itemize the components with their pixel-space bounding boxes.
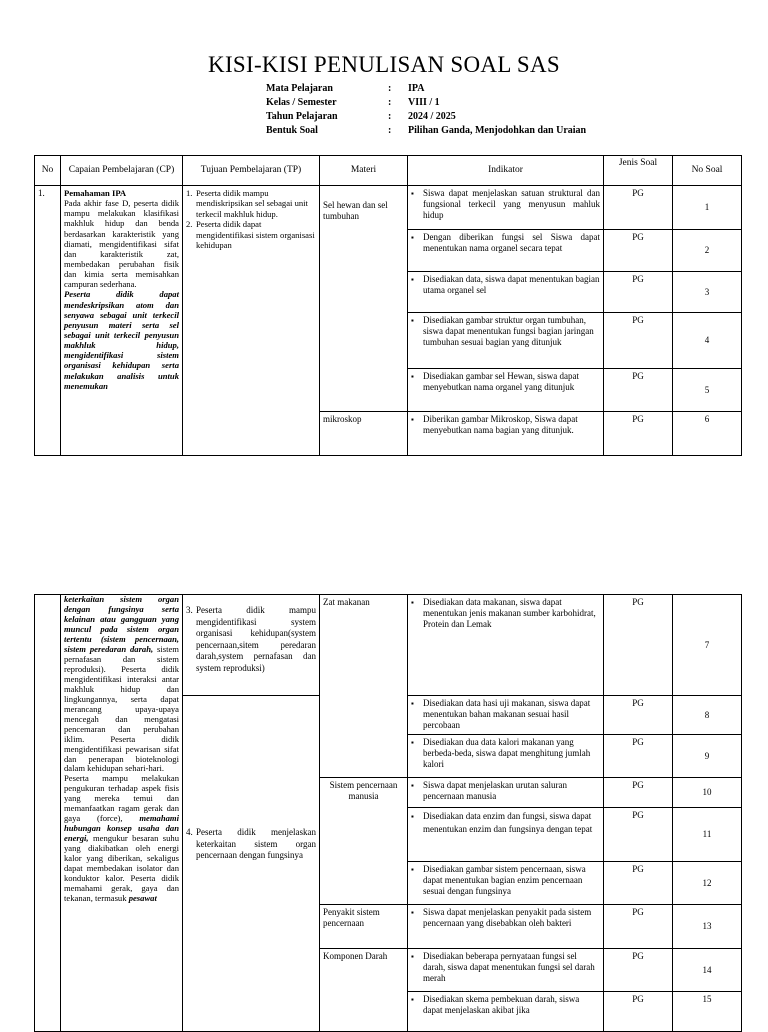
cp-bold-text: Peserta didik dapat mendeskripsikan atom dan senyawa sebagai unit terkecil penyusun materi serta sel sebagai unit terkecil penyusun makhluk hidup, mengidentifikasi sistem organisasi kehidupan serta melakukan analisis untuk menemukan (64, 289, 179, 391)
materi-text: Sel hewan dan sel tumbuhan (323, 200, 388, 221)
cp-cell (61, 186, 183, 456)
square-bullet-icon: ▪ (411, 812, 414, 821)
jenis-cell: PG (604, 735, 673, 778)
materi-cell: Zat makanan (320, 595, 408, 778)
cp-bold-text: memahami hubungan konsep usaha dan energi, (64, 813, 179, 844)
nosoal-cell: 13 (673, 905, 742, 949)
square-bullet-icon: ▪ (411, 316, 414, 325)
nosoal-cell: 4 (673, 313, 742, 369)
indikator-cell (408, 696, 604, 735)
indikator-text: Disediakan data, siswa dapat menentukan bagian utama organel sel (423, 274, 600, 295)
square-bullet-icon: ▪ (411, 865, 414, 874)
jenis-cell: PG (604, 369, 673, 412)
tp-cell (183, 696, 320, 1032)
square-bullet-icon: ▪ (411, 781, 414, 790)
indikator-text: Disediakan gambar sistem pencernaan, siswa dapat menentukan bagian enzim pencernaan sesuai dengan fungsinya (423, 864, 586, 896)
square-bullet-icon: ▪ (411, 233, 414, 242)
nosoal-cell: 15 (673, 992, 742, 1032)
square-bullet-icon: ▪ (411, 275, 414, 284)
kisi-table-page-1 (34, 155, 742, 456)
indikator-cell (408, 778, 604, 808)
jenis-cell: PG (604, 808, 673, 862)
cp-title: Pemahaman IPA (64, 188, 127, 198)
indikator-cell (408, 992, 604, 1032)
kisi-table-page-2 (34, 594, 742, 1032)
indikator-cell (408, 230, 604, 272)
meta-value: IPA (408, 83, 425, 94)
nosoal-cell: 8 (673, 696, 742, 735)
meta-label: Mata Pelajaran (266, 83, 333, 94)
square-bullet-icon: ▪ (411, 995, 414, 1004)
nosoal-cell: 2 (673, 230, 742, 272)
indikator-cell (408, 595, 604, 696)
meta-label: Tahun Pelajaran (266, 111, 338, 122)
tp-item (186, 219, 316, 250)
document-meta (266, 82, 586, 138)
jenis-cell: PG (604, 595, 673, 696)
jenis-cell: PG (604, 905, 673, 949)
indikator-cell (408, 272, 604, 313)
materi-cell: Sistem pencernaan manusia (320, 778, 408, 905)
nosoal-cell: 10 (673, 778, 742, 808)
indikator-text: Siswa dapat menjelaskan urutan saluran pencernaan manusia (423, 780, 567, 801)
indikator-cell (408, 412, 604, 456)
meta-colon: : (388, 111, 392, 122)
tp-text: Peserta didik dapat mengidentifikasi sistem organisasi kehidupan (196, 219, 315, 251)
row-number: 1. (35, 186, 61, 456)
indikator-text: Disediakan data hasi uji makanan, siswa dapat menentukan bahan makanan sesuai hasil percobaan (423, 698, 591, 730)
indikator-text: Disediakan gambar sel Hewan, siswa dapat menyebutkan nama organel yang ditunjuk (423, 371, 579, 392)
meta-label: Kelas / Semester (266, 97, 337, 108)
header-nosoal: No Soal (673, 156, 742, 186)
meta-row-year (266, 110, 586, 124)
header-jenis: Jenis Soal (604, 156, 673, 186)
tp-item (186, 827, 316, 862)
nosoal-cell: 1 (673, 186, 742, 230)
indikator-text: Siswa dapat menjelaskan satuan struktural dan fungsional terkecil yang menyusun mahluk hidup (423, 188, 600, 220)
tp-item (186, 188, 316, 219)
cp-text: Pada akhir fase D, peserta didik mampu melakukan klasifikasi makhluk hidup dan benda berdasarkan karakteristik yang diamati, mengidentifikasi sifat dan karakteristik zat, membedakan perubahan fisik dan kimia serta memisahkan campuran sederhana. (64, 198, 179, 290)
materi-cell (320, 186, 408, 412)
indikator-cell (408, 186, 604, 230)
cp-text: Peserta mampu melakukan pengukuran terhadap aspek fisis yang mereka temui dan memanfaatkan ragam gerak dan gaya (force), (64, 773, 179, 824)
jenis-cell: PG (604, 186, 673, 230)
tp-cell (183, 595, 320, 696)
jenis-cell: PG (604, 230, 673, 272)
header-tp: Tujuan Pembelajaran (TP) (183, 156, 320, 186)
meta-value: Pilihan Ganda, Menjodohkan dan Uraian (408, 125, 587, 136)
cp-text: mengukur besaran suhu yang diakibatkan oleh energi kalor yang diberikan, sekaligus dapat membedakan isolator dan konduktor kalor. Peserta didik memahami gerak, gaya dan tekanan, termasuk (64, 833, 179, 904)
tp-cell (183, 186, 320, 456)
indikator-text: Disediakan beberapa pernyataan fungsi sel darah, siswa dapat menentukan fungsi sel darah merah (423, 951, 595, 983)
jenis-cell: PG (604, 949, 673, 992)
cp-bold-text: keterkaitan sistem organ dengan fungsinya serta kelainan atau gangguan yang muncul pada sistem organ tertentu (sistem pencernaan, sistem peredaran darah, (64, 594, 179, 654)
indikator-text: Disediakan dua data kalori makanan yang berbeda-beda, siswa dapat menghitung jumlah kalori (423, 737, 591, 769)
indikator-text: Dengan diberikan fungsi sel Siswa dapat menentukan nama organel secara tepat (423, 232, 600, 253)
nosoal-cell: 11 (673, 808, 742, 862)
square-bullet-icon: ▪ (411, 738, 414, 747)
nosoal-cell: 5 (673, 369, 742, 412)
materi-cell: mikroskop (320, 412, 408, 456)
jenis-cell: PG (604, 778, 673, 808)
indikator-text: Diberikan gambar Mikroskop, Siswa dapat menyebutkan nama bagian yang ditunjuk. (423, 414, 578, 435)
jenis-cell: PG (604, 272, 673, 313)
table-header-row (35, 156, 742, 186)
tp-text: Peserta didik mampu mendiskripsikan sel sebagai unit terkecil makhluk hidup. (196, 188, 308, 219)
meta-row-subject (266, 82, 586, 96)
square-bullet-icon: ▪ (411, 372, 414, 381)
square-bullet-icon: ▪ (411, 952, 414, 961)
cp-bold-text: pesawat (128, 893, 157, 904)
meta-label: Bentuk Soal (266, 125, 318, 136)
cp-text: sistem pernafasan dan sistem reproduksi). Peserta didik mengidentifikasi interaksi antar makhluk hidup dan lingkungannya, serta dapat merancang upaya-upaya mencegah dan mengatasi pencemaran dan perubahan iklim. Peserta didik mengidentifikasi pewarisan sifat dan penerapan bioteknologi dalam kehidupan sehari-hari. (64, 643, 179, 774)
indikator-text: Disediakan skema pembekuan darah, siswa dapat menjelaskan akibat jika (423, 994, 580, 1015)
indikator-cell (408, 735, 604, 778)
indikator-text: Siswa dapat menjelaskan penyakit pada sistem pencernaan yang disebabkan oleh bakteri (423, 907, 592, 928)
table-row (35, 595, 742, 696)
nosoal-cell: 7 (673, 595, 742, 696)
jenis-cell: PG (604, 696, 673, 735)
meta-value: VIII / 1 (408, 97, 440, 108)
jenis-cell: PG (604, 862, 673, 905)
square-bullet-icon: ▪ (411, 699, 414, 708)
nosoal-cell: 12 (673, 862, 742, 905)
indikator-cell (408, 369, 604, 412)
header-materi: Materi (320, 156, 408, 186)
jenis-cell: PG (604, 992, 673, 1032)
header-indikator: Indikator (408, 156, 604, 186)
cp-cell (61, 595, 183, 1032)
tp-number: 4. (186, 826, 193, 837)
indikator-text: Disediakan data enzim dan fungsi, siswa dapat menentukan enzim dan fungsinya dengan tepat (423, 811, 593, 834)
header-no: No (35, 156, 61, 186)
nosoal-cell: 3 (673, 272, 742, 313)
tp-number: 3. (186, 605, 193, 615)
materi-cell: Komponen Darah (320, 949, 408, 1032)
tp-number: 1. (186, 188, 193, 198)
indikator-cell (408, 313, 604, 369)
nosoal-cell: 9 (673, 735, 742, 778)
square-bullet-icon: ▪ (411, 908, 414, 917)
indikator-text: Disediakan data makanan, siswa dapat menentukan jenis makanan sumber karbohidrat, Protein dan Lemak (423, 597, 596, 629)
jenis-cell: PG (604, 313, 673, 369)
meta-colon: : (388, 83, 392, 94)
meta-row-class (266, 96, 586, 110)
meta-colon: : (388, 97, 392, 108)
tp-text: Peserta didik menjelaskan keterkaitan sistem organ pencernaan dengan fungsinya (196, 826, 316, 861)
tp-number: 2. (186, 219, 193, 230)
materi-cell: Penyakit sistem pencernaan (320, 905, 408, 949)
tp-item (186, 605, 316, 674)
page-title: KISI-KISI PENULISAN SOAL SAS (208, 52, 560, 77)
header-cp: Capaian Pembelajaran (CP) (61, 156, 183, 186)
table-row (35, 186, 742, 230)
jenis-cell: PG (604, 412, 673, 456)
indikator-text: Disediakan gambar struktur organ tumbuhan, siswa dapat menentukan fungsi bagian jaringan tumbuhan sesuai bagian yang ditunjuk (423, 315, 594, 347)
row-number (35, 595, 61, 1032)
meta-colon: : (388, 125, 392, 136)
indikator-cell (408, 808, 604, 862)
meta-value: 2024 / 2025 (408, 111, 456, 122)
square-bullet-icon: ▪ (411, 598, 414, 607)
meta-row-form (266, 124, 586, 138)
square-bullet-icon: ▪ (411, 189, 414, 198)
indikator-cell (408, 862, 604, 905)
indikator-cell (408, 905, 604, 949)
square-bullet-icon: ▪ (411, 415, 414, 424)
tp-text: Peserta didik mampu mengidentifikasi system organisasi kehidupan(system pencernaan,sitem peredaran darah,system pernafasan dan system reproduksi) (196, 605, 316, 673)
indikator-cell (408, 949, 604, 992)
nosoal-cell: 6 (673, 412, 742, 456)
nosoal-cell: 14 (673, 949, 742, 992)
